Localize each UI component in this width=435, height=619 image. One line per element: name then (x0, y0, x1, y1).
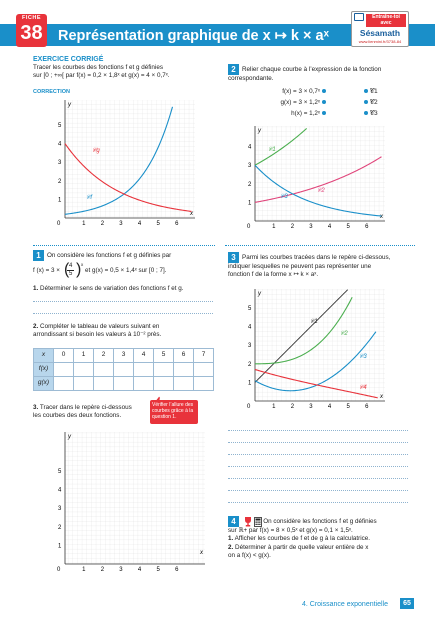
answer-line[interactable] (228, 502, 408, 503)
x-tick-label: 4 (327, 404, 332, 410)
x-tick-label: 5 (346, 224, 350, 230)
answer-line[interactable] (228, 478, 408, 479)
x-tick-label: 1 (82, 221, 86, 227)
table-cell[interactable] (94, 363, 114, 377)
ex1-q2-num: 2. (33, 323, 39, 330)
fiche-label: FICHE (22, 15, 41, 21)
x-ticks (247, 404, 369, 410)
x-ticks (247, 224, 369, 230)
paren-right: ) (76, 261, 82, 278)
x-tick-label: 4 (327, 224, 332, 230)
table-header-cell: 5 (154, 349, 174, 363)
c4-label: 𝒞4 (359, 385, 367, 391)
x-tick-label: 6 (365, 224, 369, 230)
sesamath-cta: Entraîne-toi avec (366, 14, 406, 27)
ex2-dot-right-1[interactable] (364, 89, 368, 93)
answer-line[interactable] (228, 442, 408, 443)
y-tick-label: 3 (58, 160, 62, 167)
table-row-label: g(x) (34, 377, 54, 391)
ex2-dot-left-3[interactable] (322, 111, 326, 115)
ex3-text-2: indiquer lesquelles ne peuvent pas représenter une (228, 263, 372, 270)
table-header-cell: 1 (74, 349, 94, 363)
calculator-icon (254, 517, 262, 527)
ex2-matching (262, 88, 412, 121)
table-cell[interactable] (74, 377, 94, 391)
values-table (33, 348, 214, 391)
ex2-dot-left-2[interactable] (322, 100, 326, 104)
trophy-icon (244, 517, 252, 527)
ex2-graph (230, 122, 390, 237)
corrige-heading: EXERCICE CORRIGÉ (33, 56, 104, 63)
ex2-row-1 (262, 88, 412, 99)
hint-note: Vérifier l’allure des courbes grâce à la question 1. (150, 400, 198, 424)
ex2-dot-right-3[interactable] (364, 111, 368, 115)
ex4-statement (228, 516, 418, 560)
ex3-statement (228, 252, 418, 280)
x-tick-label: 1 (82, 567, 86, 573)
ex4-q1-num: 1. (228, 535, 234, 543)
table-cell[interactable] (154, 363, 174, 377)
table-header-cell: x (34, 349, 54, 363)
paren-left: ( (64, 261, 70, 278)
table-header-cell: 2 (94, 349, 114, 363)
y-ticks (58, 123, 62, 203)
table-cell[interactable] (134, 363, 154, 377)
c2-label: 𝒞2 (340, 331, 348, 337)
table-header-cell: 0 (54, 349, 74, 363)
x-axis-label: x (380, 394, 383, 400)
y-tick-label: 5 (58, 123, 62, 129)
y-tick-label: 5 (58, 469, 62, 475)
ex1-q3 (33, 404, 148, 421)
fiche-badge (16, 14, 47, 47)
table-cell[interactable] (114, 377, 134, 391)
ex1-q1 (33, 285, 218, 293)
ex2-left-2: g(x) = 3 × 1,2ˣ (280, 99, 320, 106)
table-cell[interactable] (194, 377, 214, 391)
ex1-q3-text-2: les courbes des deux fonctions. (33, 412, 122, 420)
x-tick-label: 6 (175, 221, 179, 227)
x-tick-label: 0 (57, 221, 61, 227)
grid (255, 126, 385, 221)
corrige-graph (40, 95, 200, 230)
ex4-q2-text-1: Déterminer à partir de quelle valeur entière de x (235, 543, 369, 551)
x-tick-label: 5 (156, 567, 160, 573)
sesamath-logo: Sésamath (359, 27, 401, 38)
grid (65, 432, 205, 564)
y-tick-label: 2 (248, 361, 252, 368)
c3-label: 𝒞3 (280, 194, 288, 200)
x-tick-label: 6 (365, 404, 369, 410)
page-title: Représentation graphique de x ↦ k × aˣ (58, 28, 329, 44)
table-header-cell: 7 (194, 349, 214, 363)
ex2-dot-right-2[interactable] (364, 100, 368, 104)
y-tick-label: 2 (58, 178, 62, 185)
x-axis-label: x (380, 214, 383, 220)
table-cell[interactable] (54, 377, 74, 391)
y-tick-label: 1 (248, 380, 252, 387)
ex2-number: 2 (228, 64, 239, 75)
y-ticks (248, 306, 252, 386)
corrige-text-2: sur [0 ; +∞[ par f(x) = 0,2 × 1,8ˣ et g(x) = 4 × 0,7ˣ. (33, 72, 170, 80)
ex1-q2 (33, 323, 218, 340)
table-header-cell: 4 (134, 349, 154, 363)
ex1-statement (33, 250, 218, 261)
ex2-dot-left-1[interactable] (322, 89, 326, 93)
x-ticks (57, 221, 179, 227)
y-tick-label: 3 (58, 506, 62, 513)
ex2-right-2: 𝒞2 (369, 99, 378, 106)
answer-line[interactable] (228, 466, 408, 467)
y-tick-label: 4 (248, 324, 252, 331)
ex1-q3-text-1: Tracer dans le repère ci-dessous (39, 404, 132, 411)
x-tick-label: 0 (57, 567, 61, 573)
answer-line[interactable] (228, 490, 408, 491)
table-cell[interactable] (74, 363, 94, 377)
y-tick-label: 3 (248, 343, 252, 350)
ex3-number: 3 (228, 252, 239, 263)
y-tick-label: 4 (248, 144, 252, 151)
ex3-text-1: Parmi les courbes tracées dans le repère ci-dessous, (242, 254, 391, 262)
ex2-left-1: f(x) = 3 × 0,7ˣ (282, 88, 320, 95)
ex4-q1 (228, 535, 418, 543)
ex3-graph (230, 285, 390, 417)
x-axis-label: x (200, 550, 203, 556)
table-cell[interactable] (154, 377, 174, 391)
grid (65, 100, 195, 218)
y-ticks (248, 145, 252, 207)
ex2-row-2 (262, 99, 412, 110)
ex1-q1-text: Déterminer le sens de variation des fonctions f et g. (40, 285, 184, 292)
ex1-formula (33, 263, 218, 279)
fiche-number: 38 (20, 22, 43, 45)
table-header-cell: 6 (174, 349, 194, 363)
x-tick-label: 5 (346, 404, 350, 410)
correction-label: CORRECTION (33, 89, 70, 95)
y-ticks (58, 469, 62, 549)
table-cell[interactable] (174, 363, 194, 377)
ex2-text-1: Relier chaque courbe à l’expression de la fonction (242, 66, 382, 74)
table-row-g (34, 377, 214, 391)
x-tick-label: 0 (247, 224, 251, 230)
x-tick-label: 3 (309, 224, 313, 230)
y-tick-label: 5 (248, 306, 252, 312)
answer-line[interactable] (228, 454, 408, 455)
y-tick-label: 1 (58, 543, 62, 550)
y-tick-label: 3 (248, 163, 252, 170)
c2-label: 𝒞2 (317, 188, 325, 194)
table-cell[interactable] (114, 363, 134, 377)
ex2-right-3: 𝒞3 (369, 110, 378, 117)
chapter-footer: 4. Croissance exponentielle (302, 601, 388, 608)
x-tick-label: 2 (290, 224, 295, 230)
c3-label: 𝒞3 (359, 354, 367, 360)
table-row-label: f(x) (34, 363, 54, 377)
fraction-den: 5 (69, 271, 73, 277)
table-cell[interactable] (134, 377, 154, 391)
ex2-text-2: correspondante. (228, 75, 274, 82)
table-cell[interactable] (94, 377, 114, 391)
y-tick-label: 2 (58, 524, 62, 531)
ex1-formula-f (33, 267, 60, 275)
ex1-fraction (64, 261, 84, 278)
y-tick-label: 1 (58, 197, 62, 204)
x-tick-label: 4 (137, 567, 142, 573)
ex1-q2-text-1: Compléter le tableau de valeurs suivant en (40, 323, 160, 330)
x-tick-label: 0 (247, 404, 251, 410)
x-tick-label: 6 (175, 567, 179, 573)
y-tick-label: 4 (58, 487, 62, 494)
ex1-q2-text-2: arrondissant si besoin les valeurs à 10⁻² près. (33, 331, 162, 339)
x-tick-label: 3 (119, 567, 123, 573)
table-cell[interactable] (54, 363, 74, 377)
sesamath-url[interactable]: www.lienmini.fr/3738-84 (358, 38, 402, 44)
separator (33, 245, 215, 246)
fraction-exp: x (81, 262, 84, 267)
ex1-formula-g: et g(x) = 0,5 × 1,4ˣ sur [0 ; 7]. (85, 267, 167, 274)
ex4-q2 (228, 544, 418, 552)
ex3-text-3: fonction f de la forme x ↦ k × aˣ. (228, 271, 319, 279)
answer-line[interactable] (33, 313, 213, 314)
x-tick-label: 5 (156, 221, 160, 227)
x-tick-label: 1 (272, 224, 276, 230)
table-row-f (34, 363, 214, 377)
ex2-left-3: h(x) = 1,2ˣ (291, 110, 320, 117)
x-tick-label: 3 (309, 404, 313, 410)
separator (225, 245, 415, 246)
x-tick-label: 2 (290, 404, 295, 410)
ex1-number: 1 (33, 250, 44, 261)
y-axis-label: y (258, 128, 261, 134)
ex4-q2-num: 2. (228, 543, 234, 551)
y-tick-label: 4 (58, 141, 62, 148)
answer-line[interactable] (228, 430, 408, 431)
x-tick-label: 2 (100, 221, 105, 227)
page-number: 65 (400, 598, 414, 609)
ex1-q1-num: 1. (33, 285, 39, 292)
ex1-intro: On considère les fonctions f et g définies par (47, 252, 172, 260)
c1-label: 𝒞1 (310, 319, 318, 325)
y-axis-label: y (258, 291, 261, 297)
screen-icon (354, 13, 364, 21)
table-cell[interactable] (174, 377, 194, 391)
table-cell[interactable] (194, 363, 214, 377)
x-ticks (57, 567, 179, 573)
x-tick-label: 2 (100, 567, 105, 573)
curve-f-label: 𝒞f (86, 195, 93, 201)
x-tick-label: 3 (119, 221, 123, 227)
fraction-num: 4 (69, 263, 73, 269)
ex1-formula-f-left: f (x) = 3 × (33, 267, 60, 274)
ex4-q1-text: Afficher les courbes de f et de g à la calculatrice. (234, 535, 371, 543)
y-tick-label: 2 (248, 181, 252, 188)
ex4-number: 4 (228, 516, 239, 527)
x-tick-label: 4 (137, 221, 142, 227)
table-header-cell: 3 (114, 349, 134, 363)
ex4-q2-text-2: on a f(x) < g(x). (228, 551, 271, 559)
ex4-text-2: sur ℝ+ par f(x) = 8 × 0,5ˣ et g(x) = 0,1 × 1,5ˣ. (228, 527, 353, 534)
answer-line[interactable] (33, 301, 213, 302)
ex1-q3-num: 3. (33, 404, 39, 411)
corrige-statement (33, 64, 218, 81)
ex1-graph[interactable] (40, 428, 215, 578)
corrige-text-1: Tracer les courbes des fonctions f et g définies (33, 64, 163, 71)
y-axis-label: y (68, 434, 71, 440)
x-axis-label: x (190, 211, 193, 217)
x-tick-label: 1 (272, 404, 276, 410)
y-axis-label: y (68, 102, 71, 108)
ex4-text-1: On considère les fonctions f et g définies (263, 518, 377, 526)
y-tick-label: 1 (248, 200, 252, 207)
ex2-right-1: 𝒞1 (369, 88, 378, 95)
c1-label: 𝒞1 (268, 147, 276, 153)
ex2-statement (228, 64, 418, 83)
curve-g-label: 𝒞g (92, 148, 100, 154)
table-header-row (34, 349, 214, 363)
ex2-row-3 (262, 110, 412, 121)
